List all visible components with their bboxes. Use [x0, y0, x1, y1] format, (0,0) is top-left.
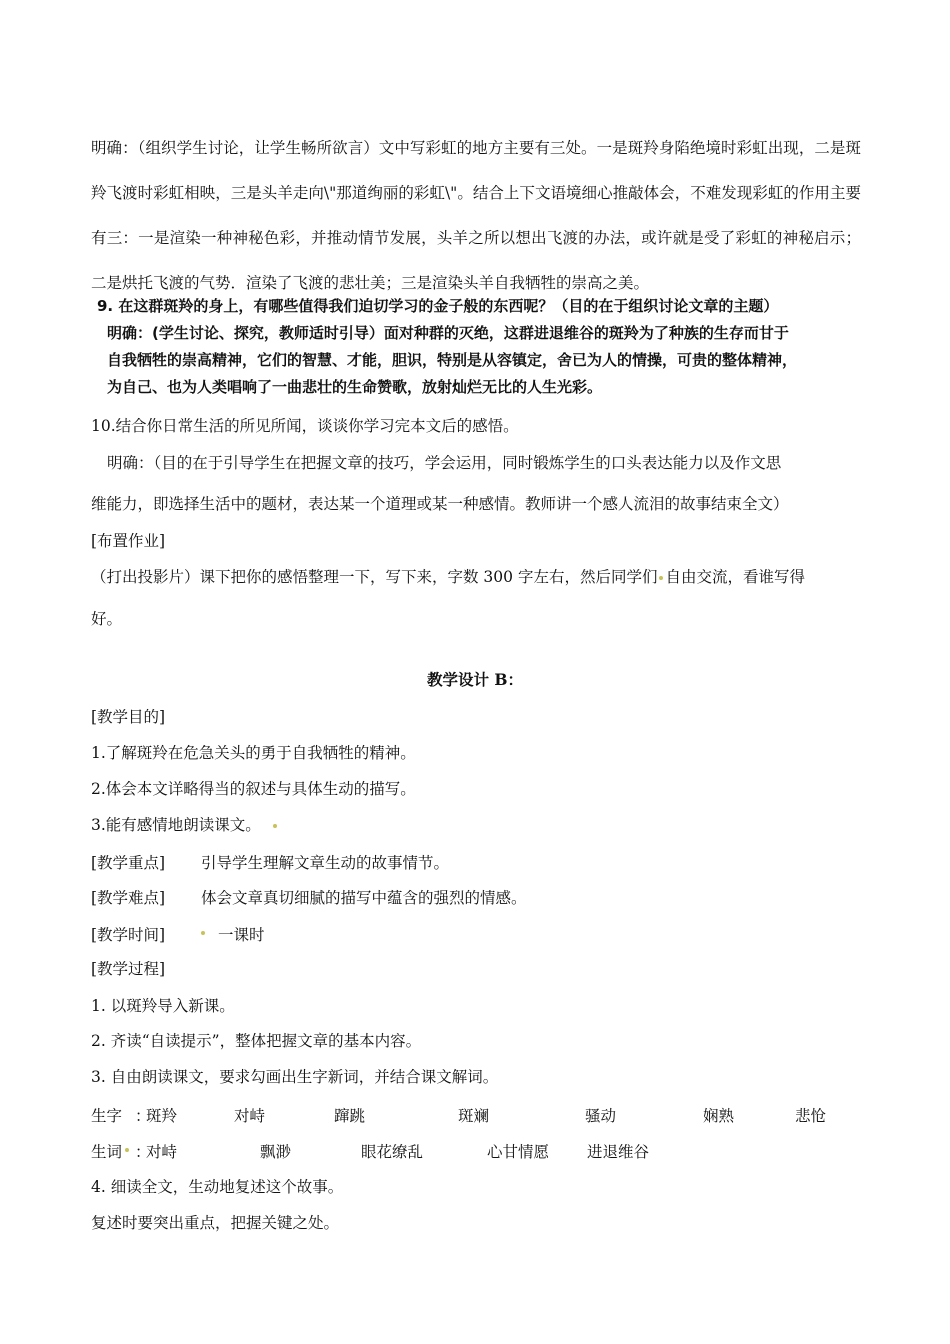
time-label: [教学时间]: [91, 926, 166, 944]
question-10-answer-line: 明确：（目的在于引导学生在把握文章的技巧，学会运用，同时锻炼学生的口头表达能力以及作文思: [107, 454, 782, 472]
new-characters-row: [91, 1104, 861, 1126]
character-item: 蹿跳: [334, 1107, 366, 1125]
difficulty-label: [教学难点]: [91, 889, 166, 907]
goal-item: 2.体会本文详略得当的叙述与具体生动的描写。: [91, 780, 416, 798]
retell-note: 复述时要突出重点，把握关键之处。: [91, 1214, 340, 1232]
key-point-label: [教学重点]: [91, 854, 166, 872]
process-step: 4. 细读全文，生动地复述这个故事。: [91, 1178, 344, 1196]
goal-heading: [教学目的]: [91, 708, 166, 726]
character-item: 娴熟: [703, 1107, 735, 1125]
word-item: 心甘情愿: [487, 1143, 550, 1161]
new-characters-label: 生字: [91, 1107, 123, 1125]
question-10-answer-line: 维能力，即选择生活中的题材，表达某一个道理或某一种感情。教师讲一个感人流泪的故事结束全文）: [91, 495, 789, 513]
new-words-row: [91, 1140, 861, 1162]
new-characters-colon: ：: [135, 1107, 151, 1125]
question-10: 10.结合你日常生活的所见所闻，谈谈你学习完本文后的感悟。: [91, 417, 519, 435]
time-row: [91, 923, 861, 945]
question-9-answer-line: 为自己、也为人类唱响了一曲悲壮的生命赞歌，放射灿烂无比的人生光彩。: [107, 378, 603, 396]
process-step: 2. 齐读“自读提示”，整体把握文章的基本内容。: [91, 1032, 422, 1050]
key-point-text: 引导学生理解文章生动的故事情节。: [201, 854, 450, 872]
question-9-answer-line: 明确：(学生讨论、探究，教师适时引导）面对种群的灭绝，这群进退维谷的斑羚为了种族的生存而甘于: [107, 324, 789, 342]
question-9-block: [97, 293, 867, 401]
mark-dot: [199, 923, 207, 941]
key-point-row: [91, 851, 861, 873]
word-item: 眼花缭乱: [361, 1143, 424, 1161]
process-step: 3. 自由朗读课文，要求勾画出生字新词，并结合课文解词。: [91, 1068, 499, 1086]
new-words-label: 生词: [91, 1143, 123, 1161]
character-item: 悲怆: [795, 1107, 827, 1125]
rainbow-answer-paragraph: 明确：（组织学生讨论，让学生畅所欲言）文中写彩虹的地方主要有三处。一是斑羚身陷绝境时彩虹出现，二是斑羚飞渡时彩虹相映，三是头羊走向\"那道绚丽的彩虹\"。结合上下文语境细心推敲体会，不难发现彩虹的作用主要有三：一是渲染一种神秘色彩，并推动情节发展，头羊之所以想出飞渡的办法，或许就是受了彩虹的神秘启示；二是烘托飞渡的气势．渲染了飞渡的悲壮美；三是渲染头羊自我牺牲的崇高之美。: [91, 139, 861, 292]
homework-text: （打出投影片）课下把你的感悟整理一下，写下来，字数 300 字左右，然后同学们: [91, 568, 658, 586]
question-9-answer-line: 自我牺牲的崇高精神，它们的智慧、才能，胆识，特别是从容镇定，舍已为人的情操，可贵的整体精神，: [107, 351, 798, 369]
homework-line: [91, 567, 861, 588]
goal-item: 1.了解斑羚在危急关头的勇于自我牺牲的精神。: [91, 744, 416, 762]
homework-text: 自由交流，看谁写得: [665, 568, 805, 586]
character-item: 斑斓: [458, 1107, 490, 1125]
goal-item: [91, 815, 861, 836]
new-words-colon: ：: [135, 1143, 151, 1161]
mark-dot: [123, 1140, 131, 1158]
time-text: 一课时: [218, 926, 265, 944]
word-item: 飘渺: [260, 1143, 292, 1161]
homework-line: 好。: [91, 610, 123, 628]
mark-dot: [659, 576, 663, 580]
word-item: 进退维谷: [587, 1143, 650, 1161]
mark-dot: [273, 824, 277, 828]
design-b-title: 教学设计 B：: [427, 670, 523, 689]
process-heading: [教学过程]: [91, 960, 166, 978]
question-9-line: 9. 在这群斑羚的身上，有哪些值得我们迫切学习的金子般的东西呢？（目的在于组织讨论文章的主题）: [97, 297, 779, 315]
character-item: 斑羚: [146, 1107, 178, 1125]
difficulty-text: 体会文章真切细腻的描写中蕴含的强烈的情感。: [201, 889, 527, 907]
character-item: 对峙: [234, 1107, 266, 1125]
difficulty-row: [91, 886, 861, 908]
homework-heading: [布置作业]: [91, 532, 166, 550]
word-item: 对峙: [146, 1143, 178, 1161]
goal-text: 3.能有感情地朗读课文。: [91, 816, 261, 834]
process-step: 1. 以斑羚导入新课。: [91, 997, 235, 1015]
character-item: 骚动: [585, 1107, 617, 1125]
